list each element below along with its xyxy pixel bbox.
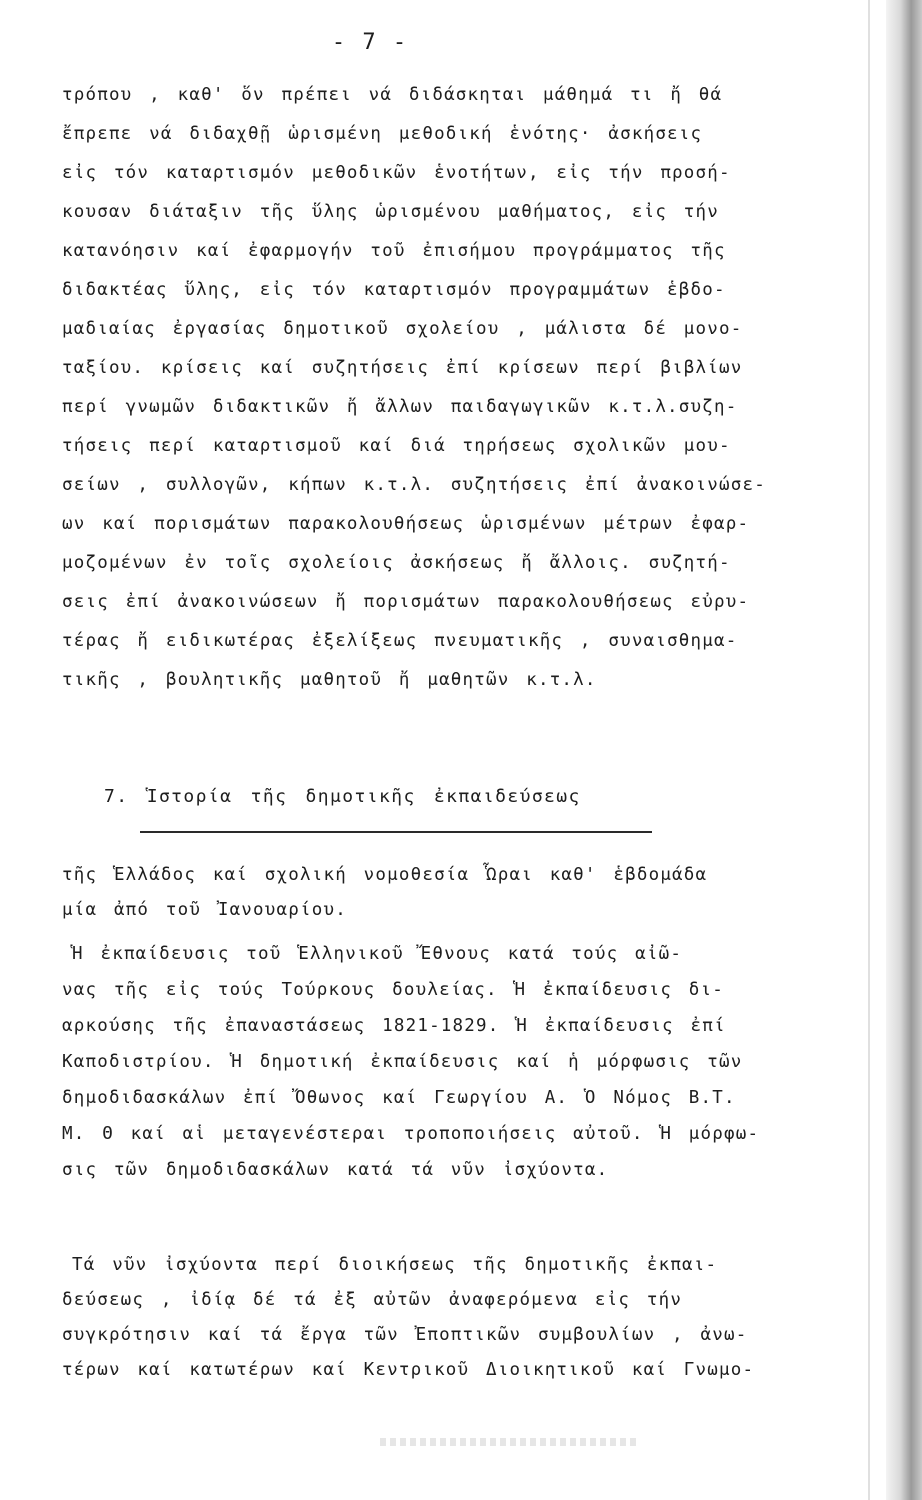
- text-line: μαδιαίας ἐργασίας δημοτικοῦ σχολείου , μάλιστα δέ μονο-: [62, 319, 743, 339]
- text-line: Καποδιστρίου. Ἡ δημοτική ἐκπαίδευσις καί ἡ μόρφωσις τῶν: [62, 1052, 743, 1072]
- paragraph-curriculum-exercises: [62, 76, 852, 700]
- text-line: αρκούσης τῆς ἐπαναστάσεως 1821-1829. Ἡ ἐκπαίδευσις ἐπί: [62, 1016, 726, 1036]
- text-line: διδακτέας ὕλης, εἰς τόν καταρτισμόν προγραμμάτων ἑβδο-: [62, 280, 726, 300]
- text-line: τῆς Ἑλλάδος καί σχολική νομοθεσία Ὧραι καθ' ἑβδομάδα: [62, 865, 708, 885]
- text-line: δεύσεως , ἰδίᾳ δέ τά ἐξ αὐτῶν ἀναφερόμενα εἰς τήν: [62, 1290, 683, 1310]
- text-line: ἔπρεπε νά διδαχθῇ ὡρισμένη μεθοδική ἑνότης· ἀσκήσεις: [62, 124, 703, 144]
- text-line: κουσαν διάταξιν τῆς ὕλης ὡρισμένου μαθήματος, εἰς τήν: [62, 202, 720, 222]
- text-line: συγκρότησιν καί τά ἔργα τῶν Ἐποπτικῶν συμβουλίων , ἀνω-: [62, 1325, 748, 1345]
- section-intro: [62, 858, 852, 928]
- text-line: μία ἀπό τοῦ Ἰανουαρίου.: [62, 900, 347, 920]
- text-line: περί γνωμῶν διδακτικῶν ἤ ἄλλων παιδαγωγικῶν κ.τ.λ.συζη-: [62, 397, 738, 417]
- text-line: δημοδιδασκάλων ἐπί Ὄθωνος καί Γεωργίου Α. Ὁ Νόμος Β.Τ.: [62, 1088, 736, 1108]
- book-binding-edge: [886, 0, 922, 1500]
- text-line: σεις ἐπί ἀνακοινώσεων ἤ πορισμάτων παρακολουθήσεως εὐρυ-: [62, 592, 750, 612]
- text-line: ταξίου. κρίσεις καί συζητήσεις ἐπί κρίσεων περί βιβλίων: [62, 358, 743, 378]
- text-line: κατανόησιν καί ἐφαρμογήν τοῦ ἐπισήμου προγράμματος τῆς: [62, 241, 726, 261]
- binding-crease: [868, 0, 870, 1500]
- text-line: τικῆς , βουλητικῆς μαθητοῦ ἤ μαθητῶν κ.τ.λ.: [62, 670, 597, 690]
- paragraph-history: [62, 936, 852, 1188]
- text-line: τέρων καί κατωτέρων καί Κεντρικοῦ Διοικητικοῦ καί Γνωμο-: [62, 1360, 755, 1380]
- text-line: μοζομένων ἐν τοῖς σχολείοις ἀσκήσεως ἤ ἄλλοις. συζητή-: [62, 553, 731, 573]
- text-line: εἰς τόν καταρτισμόν μεθοδικῶν ἑνοτήτων, εἰς τήν προσή-: [62, 163, 731, 183]
- text-line: Μ. Θ καί αἱ μεταγενέστεραι τροποποιήσεις αὐτοῦ. Ἡ μόρφω-: [62, 1124, 760, 1144]
- text-line: τέρας ἤ ειδικωτέρας ἐξελίξεως πνευματικῆς , συναισθημα-: [62, 631, 738, 651]
- heading-underline: [140, 831, 652, 833]
- text-line: σις τῶν δημοδιδασκάλων κατά τά νῦν ἰσχύοντα.: [62, 1160, 609, 1180]
- text-line: σείων , συλλογῶν, κήπων κ.τ.λ. συζητήσεις ἐπί ἀνακοινώσε-: [62, 475, 766, 495]
- text-line: Ἡ ἐκπαίδευσις τοῦ Ἑλληνικοῦ Ἔθνους κατά τούς αἰῶ-: [72, 944, 683, 964]
- section-heading: 7. Ἱστορία τῆς δημοτικῆς ἐκπαιδεύσεως: [104, 786, 581, 807]
- text-line: ων καί πορισμάτων παρακολουθήσεως ὡρισμένων μέτρων ἐφαρ-: [62, 514, 750, 534]
- text-line: νας τῆς εἰς τούς Τούρκους δουλείας. Ἡ ἐκπαίδευσις δι-: [62, 980, 725, 1000]
- text-line: τρόπου , καθ' ὅν πρέπει νά διδάσκηται μάθημά τι ἤ θά: [62, 85, 723, 105]
- paragraph-administration: [62, 1248, 852, 1388]
- page-number: - 7 -: [331, 30, 409, 55]
- text-line: Τά νῦν ἰσχύοντα περί διοικήσεως τῆς δημοτικῆς ἐκπαι-: [72, 1255, 718, 1275]
- faint-bleed-through: [380, 1438, 640, 1446]
- text-line: τήσεις περί καταρτισμοῦ καί διά τηρήσεως σχολικῶν μου-: [62, 436, 731, 456]
